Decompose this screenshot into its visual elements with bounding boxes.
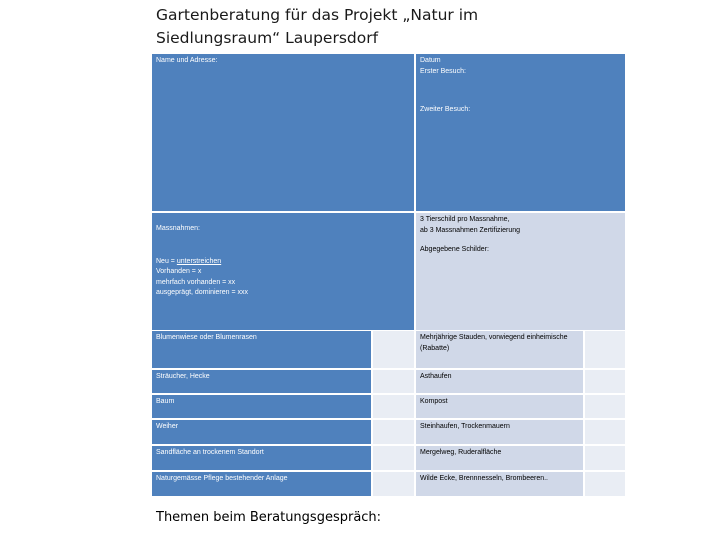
signs-cell[interactable] xyxy=(416,213,625,330)
row-check-left[interactable] xyxy=(373,446,414,470)
row-label-left-text: Baum xyxy=(156,398,175,405)
row-check-left[interactable] xyxy=(373,331,414,368)
signs-given-label: Abgegebene Schilder: xyxy=(420,246,489,253)
row-check-left[interactable] xyxy=(373,472,414,496)
row-label-right-text: Steinhaufen, Trockenmauern xyxy=(420,423,510,430)
name-address-label: Name und Adresse: xyxy=(156,57,218,64)
row-check-right[interactable] xyxy=(585,420,625,444)
row-label-right-text: Asthaufen xyxy=(420,373,452,380)
row-label-right[interactable] xyxy=(416,446,583,470)
row-label-left[interactable] xyxy=(152,370,371,393)
legend-new-underlined: unterstreichen xyxy=(176,257,222,265)
row-label-left-text: Naturgemässe Pflege bestehender Anlage xyxy=(156,475,288,482)
row-label-right[interactable] xyxy=(416,420,583,444)
row-check-right[interactable] xyxy=(585,331,625,368)
row-label-left-text: Blumenwiese oder Blumenrasen xyxy=(156,334,257,341)
row-label-left[interactable] xyxy=(152,420,371,444)
row-check-right[interactable] xyxy=(585,472,625,496)
row-label-right-text: Mergelweg, Ruderalfläche xyxy=(420,449,502,456)
row-label-left[interactable] xyxy=(152,331,371,368)
legend-existing: Vorhanden = x xyxy=(156,268,202,275)
row-label-right[interactable] xyxy=(416,472,583,496)
name-address-cell[interactable] xyxy=(152,54,414,211)
signs-rule-line-2: ab 3 Massnahmen Zertifizierung xyxy=(420,226,520,234)
footer-heading: Themen beim Beratungsgespräch: xyxy=(156,510,382,525)
date-label: Datum xyxy=(420,57,441,64)
legend-dominant: ausgeprägt, dominieren = xxx xyxy=(156,289,249,296)
row-label-right-text: Mehrjährige Stauden, vorwiegend einheimische (Rabatte) xyxy=(420,334,568,352)
row-label-left[interactable] xyxy=(152,395,371,418)
second-visit-label: Zweiter Besuch: xyxy=(420,106,471,113)
first-visit-label: Erster Besuch: xyxy=(420,67,466,75)
measures-cell[interactable] xyxy=(152,213,414,330)
row-label-right[interactable] xyxy=(416,370,583,393)
row-label-right[interactable] xyxy=(416,395,583,418)
row-label-left-text: Sträucher, Hecke xyxy=(156,373,210,380)
signs-rule-line-1: 3 Tierschild pro Massnahme, xyxy=(420,216,510,223)
row-check-right[interactable] xyxy=(585,395,625,418)
legend-multiple: mehrfach vorhanden = xx xyxy=(156,278,236,286)
date-cell[interactable] xyxy=(416,54,625,211)
row-label-left-text: Sandfläche an trockenem Standort xyxy=(156,449,264,456)
title-line-2: Siedlungsraum“ Laupersdorf xyxy=(156,29,379,47)
row-label-left-text: Weiher xyxy=(156,423,179,430)
row-label-right[interactable] xyxy=(416,331,583,368)
row-label-left[interactable] xyxy=(152,472,371,496)
page-title xyxy=(156,4,576,50)
row-check-left[interactable] xyxy=(373,370,414,393)
row-label-left[interactable] xyxy=(152,446,371,470)
title-line-1: Gartenberatung für das Projekt „Natur im xyxy=(156,6,479,24)
row-check-right[interactable] xyxy=(585,370,625,393)
row-check-left[interactable] xyxy=(373,420,414,444)
measures-label: Massnahmen: xyxy=(156,225,200,232)
legend-new-prefix: Neu = xyxy=(156,257,177,265)
row-label-right-text: Kompost xyxy=(420,398,448,405)
row-label-right-text: Wilde Ecke, Brennnesseln, Brombeeren.. xyxy=(420,475,549,482)
row-check-left[interactable] xyxy=(373,395,414,418)
legend-new xyxy=(156,257,410,268)
row-check-right[interactable] xyxy=(585,446,625,470)
